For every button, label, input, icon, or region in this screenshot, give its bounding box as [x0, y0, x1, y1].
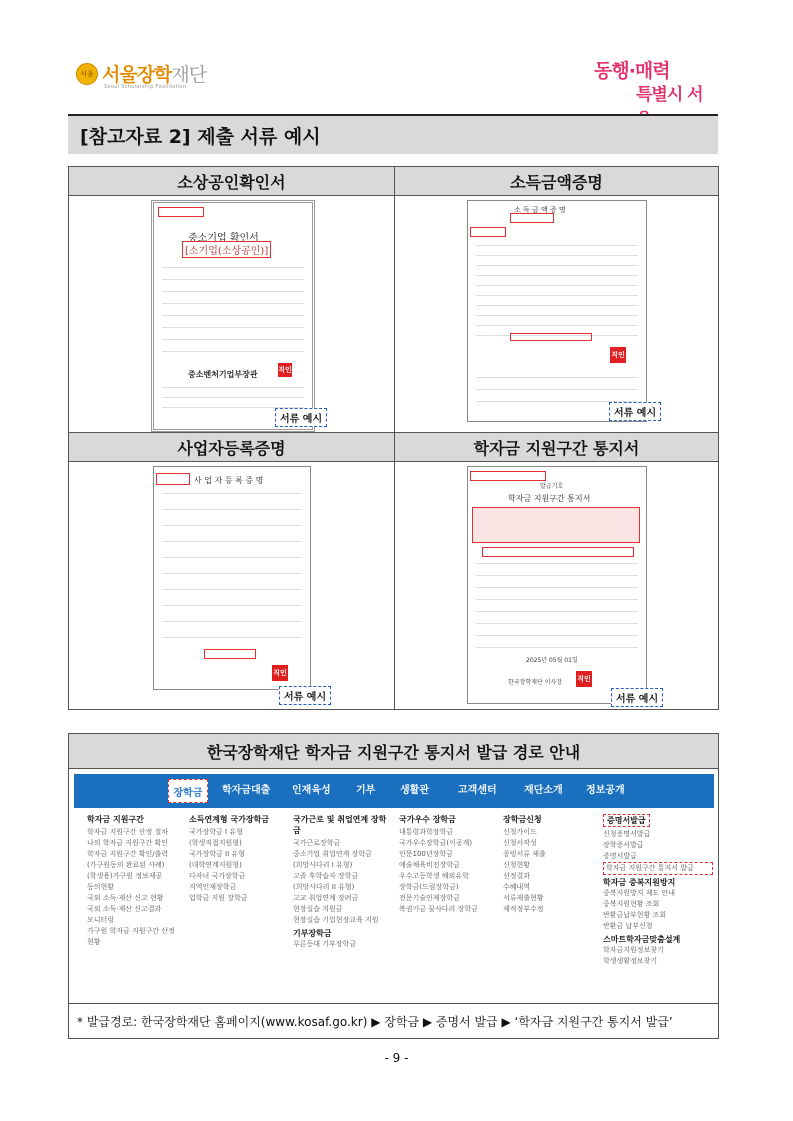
menu-col-3: 국가근로 및 취업연계 장학금 국가근로장학금 중소기업 취업연계 장학금 (희망사다리 I 유형) 고졸 후학습자 장학금 (희망사다리 II 유형) 고교 취업연계 장려금 현장실습 지원금 현장실습 기업현장교육 지원 기부장학금 푸른등대 기부장학금 [293, 815, 387, 948]
header-logo [76, 60, 206, 87]
nav-disclosure[interactable]: 정보공개 [586, 785, 625, 796]
kosaf-navbar [74, 774, 714, 808]
nav-about[interactable]: 재단소개 [524, 785, 563, 796]
nav-talent[interactable]: 인재육성 [292, 785, 331, 796]
doc-preview-income: 소 득 금 액 증 명 직인 [467, 200, 647, 422]
doc-preview-notice: 발급기호 학자금 지원구간 통지서 2025년 05월 01일 한국장학재단 이사장 직인 [467, 466, 647, 704]
menu-col-5: 장학금신청 신청가이드 신청서작성 증빙서류 제출 신청현황 선정결과 수혜내역 서류제출현황 제적정부수정 [503, 815, 546, 913]
section-title: [참고자료 2] 제출 서류 예시 [68, 114, 718, 154]
cell-title-1: 소상공인확인서 [69, 167, 395, 196]
cell-title-3: 사업자등록증명 [69, 433, 395, 462]
menu-notice-issue[interactable]: 학자금 지원구간 통지서 발급 [603, 862, 713, 875]
issuance-guide [68, 733, 719, 1039]
menu-col-1: 학자금 지원구간 학자금 지원구간 산정 절차 나의 학자금 지원구간 확인 학자금 지원구간 확인/출력 (가구원동의 완료된 사례) (학생용)가구원 정보제공 동의현황 국외 소득·재산 신고 현황 국외 소득·재산 신고결과 모니터링 가구원 학자금 지원구간 산정 현황 [87, 815, 175, 946]
sample-badge-1: 서류 예시 [275, 408, 327, 427]
guide-title: 한국장학재단 학자금 지원구간 통지서 발급 경로 안내 [69, 734, 718, 769]
document-grid [68, 166, 719, 710]
menu-col-4: 국가우수 장학금 대통령과학장학금 국가우수장학금(이공계) 인문100년장학금 예술체육비전장학금 우수고등학생 해외유학 장학금(드림장학금) 전문기술인재장학금 복권기금 꿈사다리 장학금 [399, 815, 478, 913]
issuance-path-note: * 발급경로: 한국장학재단 홈페이지(www.kosaf.go.kr) ▶ 장학금 ▶ 증명서 발급 ▶ ‘학자금 지원구간 통지서 발급’ [69, 1003, 718, 1038]
cell-title-4: 학자금 지원구간 통지서 [395, 433, 719, 462]
seoul-slogan: 동행·매력 특별시 서 [594, 60, 703, 105]
cell-image-2 [395, 196, 719, 433]
sample-badge-3: 서류 예시 [279, 686, 331, 705]
sample-badge-2: 서류 예시 [609, 402, 661, 421]
cell-image-1 [69, 196, 395, 433]
seal-icon: 서울 [76, 63, 98, 85]
foundation-name: 서울장학재단 [102, 64, 207, 86]
doc-preview-small-business: 중소기업 확인서 [소기업(소상공인)] 중소벤처기업부장관 직인 [151, 200, 315, 432]
cell-title-2: 소득금액증명 [395, 167, 719, 196]
cell-image-4 [395, 462, 719, 710]
menu-col-2: 소득연계형 국가장학금 국가장학금 I 유형 (학생직접지원형) 국가장학금 II 유형 (대학연계지원형) 다자녀 국가장학금 지역인재장학금 입학금 지원 장학금 [189, 815, 270, 902]
nav-loan[interactable]: 학자금대출 [222, 785, 271, 796]
menu-col-6: 증명서발급 신청증명서발급 장학증서발급 증명서발급 학자금 지원구간 통지서 발급 학자금 중복지원방지 중복지원방지 제도 안내 중복지원현황 조회 반환금납부현황 조회 반환금 납부신청 스마트학자금맞춤설계 학자금지원정보찾기 학생생활정보찾기 [603, 814, 713, 967]
nav-customer[interactable]: 고객센터 [458, 785, 497, 796]
foundation-sub: Seoul Scholarship Foundation [104, 84, 187, 90]
cell-image-3 [69, 462, 395, 710]
sample-badge-4: 서류 예시 [611, 688, 663, 707]
nav-scholarship[interactable]: 장학금 [168, 779, 208, 803]
nav-donation[interactable]: 기부 [356, 785, 376, 796]
page-number: - 9 - [384, 1051, 409, 1065]
menu-cert-issue[interactable]: 증명서발급 [603, 814, 650, 827]
nav-dormitory[interactable]: 생활관 [400, 785, 429, 796]
doc-preview-business-reg: 사 업 자 등 록 증 명 직인 [153, 466, 311, 690]
